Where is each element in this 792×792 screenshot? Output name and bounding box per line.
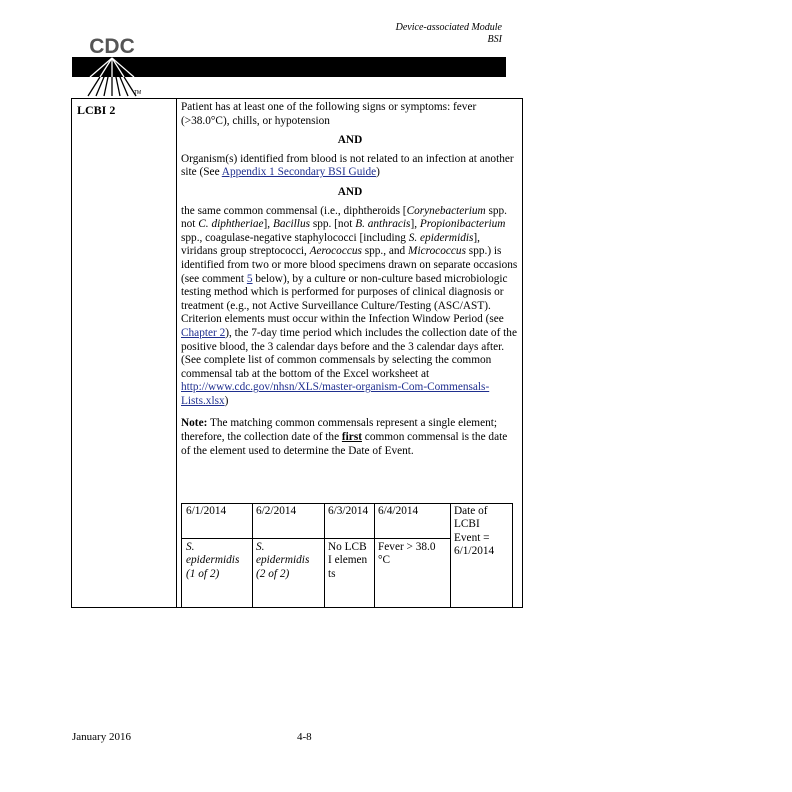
text-run: spp., and [361,245,409,258]
secondary-bsi-paragraph [181,153,519,180]
organism-name: Aerococcus [309,245,362,258]
text-run: ) [224,394,229,407]
text-run: ], viridans group streptococci, [181,231,480,258]
logo-lettering: CDC [89,35,135,58]
module-subtitle: BSI [487,34,502,45]
comment-5-link[interactable]: 5 [246,272,253,285]
cdc-logo [84,32,140,98]
criterion-content [181,101,519,458]
fever-cell: Fever > 38.0 °C [378,541,436,567]
page-number: 4-8 [297,731,312,743]
text-run: the same common commensal (i.e., diphtheroids [ [181,204,407,217]
para2-text: Organism(s) identified from blood is not related to an infection at another site (See [181,152,514,179]
organism-name: Bacillus [272,218,310,231]
text-run: spp., coagulase-negative staphylococci [including [181,231,409,244]
text-run: The matching common commensals represent a single element; therefore, the collection date of the [181,417,498,444]
text-run: spp. [not [310,218,356,231]
organism-name: Propionibacterium [419,218,506,231]
para2-close: ) [376,166,380,179]
criterion-label: LCBI 2 [77,103,116,117]
commensals-list-link[interactable]: http://www.cdc.gov/nhsn/XLS/master-organism-Com-Commensals-Lists.xlsx [181,381,490,407]
text-run: common commensal is the date of the element used to determine the Date of Event. [181,431,508,457]
common-commensal-paragraph [181,205,519,409]
signs-symptoms-paragraph: Patient has at least one of the following signs or symptoms: fever (>38.0°C), chills, or hypotension [181,101,477,127]
appendix-1-link[interactable]: Appendix 1 Secondary BSI Guide [221,166,377,179]
date-of-event-cell: Date of LCBI Event = 6/1/2014 [454,505,495,558]
example-table [181,503,513,608]
text-run: ], [410,218,420,231]
footer-date: January 2016 [72,731,131,743]
text-run: ), the 7-day time period which includes the collection date of the positive blood, the 3 calendar days before and the 3 calendar days after. (See complete list of common commensals by selecting the common commensal tab at the bottom of the Excel worksheet at [181,326,517,380]
chapter-2-link[interactable]: Chapter 2 [181,326,226,339]
date-cell: 6/4/2014 [378,505,419,517]
text-run: spp. not [181,204,507,231]
organism-name: S. epidermidis [408,231,474,244]
text-run: below), by a culture or non-culture based microbiologic testing method which is performed for purposes of clinical diagnosis or treatment (e.g., not Active Surveillance Culture/Testing (ASC/AST). Criterion elements must occur within the Infection Window Period (see [181,272,508,326]
text-run: spp.) is identified from two or more blood specimens drawn on separate occasions (see comment [181,245,518,285]
no-elements-cell: No LCBI elements [328,541,368,580]
text-run: ], [263,218,273,231]
and-separator-2: AND [337,185,363,198]
header-banner [72,32,506,98]
and-separator-1: AND [337,134,363,147]
module-title: Device-associated Module [395,22,502,33]
organism-name: Micrococcus [408,245,466,258]
trademark-mark: TM [134,90,142,96]
note-paragraph [181,417,519,458]
column-divider [176,99,177,607]
date-cell: 6/3/2014 [328,505,369,517]
organism-cell: S. epidermidis (1 of 2) [186,541,240,580]
note-label: Note: [181,417,208,430]
organism-name: Corynebacterium [406,204,486,217]
date-cell: 6/2/2014 [256,505,297,517]
organism-cell: S. epidermidis (2 of 2) [256,541,310,580]
organism-name: B. anthracis [355,218,411,231]
first-emphasis: first [341,431,362,444]
date-cell: 6/1/2014 [186,505,227,517]
organism-name: C. diphtheriae [198,218,264,231]
table-hline [182,538,450,539]
